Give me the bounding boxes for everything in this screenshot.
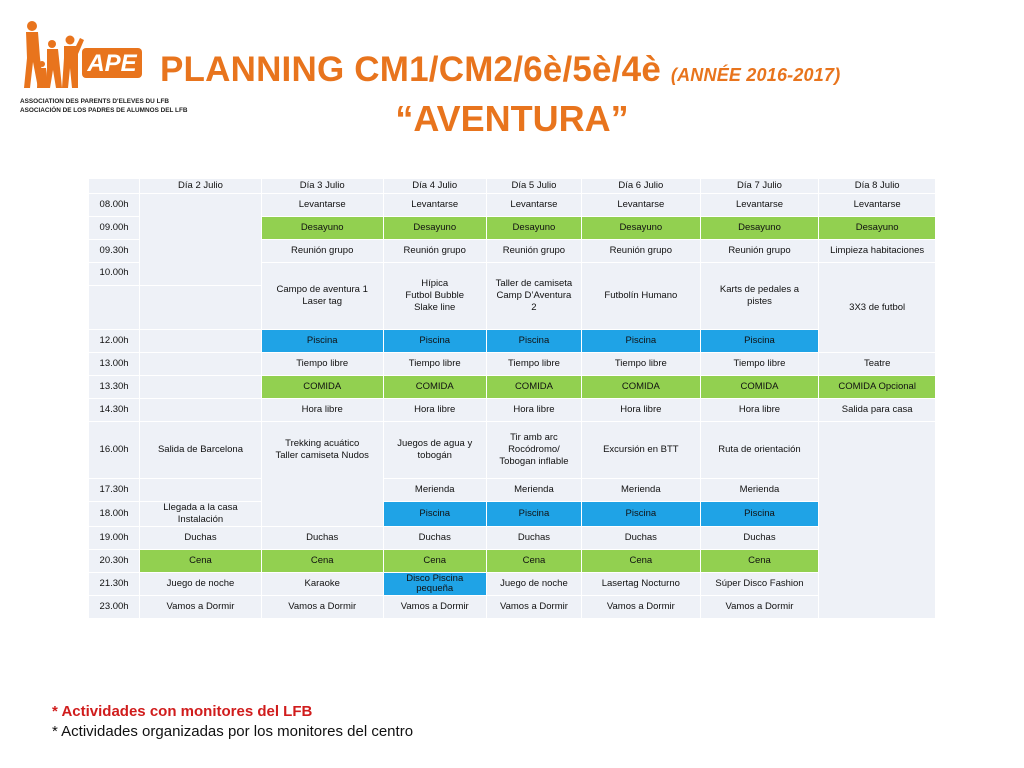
schedule-cell: Excursión en BTT (582, 422, 700, 478)
schedule-cell: Levantarse (582, 194, 700, 216)
table-row (89, 194, 935, 216)
cell-line: Futbol Bubble (405, 290, 465, 301)
schedule-cell: Salida de Barcelona (140, 422, 261, 478)
table-row (89, 573, 935, 595)
school-year: (ANNÉE 2016-2017) (670, 65, 841, 85)
schedule-cell: Cena (487, 550, 581, 572)
cell-line: pequeña (416, 583, 454, 594)
schedule-cell: Reunión grupo (487, 240, 581, 262)
schedule-cell (262, 422, 383, 526)
schedule-cell: Piscina (582, 502, 700, 526)
time-cell: 09.00h (89, 217, 139, 239)
cell-line: Laser tag (302, 296, 343, 307)
schedule-cell: Levantarse (819, 194, 935, 216)
time-cell: 08.00h (89, 194, 139, 216)
cell-line: Tir amb arc (510, 432, 558, 443)
legend-notes (52, 702, 413, 742)
schedule-cell: Hora libre (582, 399, 700, 421)
schedule-cell: Hora libre (487, 399, 581, 421)
schedule-cell (384, 422, 486, 478)
empty-cell (819, 422, 935, 618)
day-header: Día 7 Julio (701, 179, 819, 193)
schedule-cell: Reunión grupo (262, 240, 383, 262)
cell-line: Camp D’Aventura (496, 290, 572, 301)
schedule-cell: Levantarse (262, 194, 383, 216)
schedule-cell: Desayuno (819, 217, 935, 239)
schedule-cell: Hora libre (701, 399, 819, 421)
cell-line: pistes (747, 296, 772, 307)
schedule-cell: Hora libre (262, 399, 383, 421)
schedule-cell: Piscina (384, 330, 486, 352)
schedule-cell: Cena (582, 550, 700, 572)
schedule-cell: Tiempo libre (262, 353, 383, 375)
logo-line-fr: ASSOCIATION DES PARENTS D'ELEVES DU LFB (20, 98, 169, 105)
cell-spacer (265, 462, 380, 510)
schedule-cell: Merienda (701, 479, 819, 501)
schedule-cell: Desayuno (582, 217, 700, 239)
logo-line-es: ASOCIACIÓN DE LOS PADRES DE ALUMNOS DEL LFB (20, 107, 188, 114)
time-cell: 18.00h (89, 502, 139, 526)
schedule-cell: Ruta de orientación (701, 422, 819, 478)
table-row (89, 502, 935, 526)
schedule-cell: Cena (262, 550, 383, 572)
logo-brand-text: APE (87, 50, 137, 77)
empty-cell (140, 330, 261, 352)
page-title (160, 50, 840, 90)
cell-line: 2 (531, 302, 537, 313)
table-row (89, 399, 935, 421)
schedule-cell: Cena (384, 550, 486, 572)
day-header: Día 4 Julio (384, 179, 486, 193)
cell-line: Taller camiseta Nudos (275, 450, 369, 461)
cell-line: Taller de camiseta (495, 278, 573, 289)
schedule-cell: COMIDA (384, 376, 486, 398)
schedule-cell: Cena (140, 550, 261, 572)
schedule-cell: COMIDA (701, 376, 819, 398)
note-lfb-monitors: * Actividades con monitores del LFB (52, 703, 313, 720)
table-row (89, 527, 935, 549)
schedule-cell: Merienda (582, 479, 700, 501)
schedule-cell: Vamos a Dormir (262, 596, 383, 618)
schedule-cell: Reunión grupo (701, 240, 819, 262)
time-cell: 10.00h (89, 263, 139, 285)
schedule-cell (262, 263, 383, 329)
time-cell: 13.30h (89, 376, 139, 398)
time-cell: 14.30h (89, 399, 139, 421)
schedule-cell: Tiempo libre (701, 353, 819, 375)
schedule-cell: COMIDA (262, 376, 383, 398)
time-cell: 19.00h (89, 527, 139, 549)
schedule-cell: Duchas (487, 527, 581, 549)
schedule-cell (487, 422, 581, 478)
schedule-cell: Salida para casa (819, 399, 935, 421)
schedule-cell: Reunión grupo (384, 240, 486, 262)
cell-line: Rocódromo/ (508, 444, 560, 455)
schedule-cell: 3X3 de futbol (819, 263, 935, 352)
schedule-cell: Juego de noche (140, 573, 261, 595)
schedule-cell (384, 573, 486, 595)
cell-line: Tobogan inflable (499, 456, 569, 467)
schedule-cell: Tiempo libre (487, 353, 581, 375)
schedule-cell: Duchas (140, 527, 261, 549)
day-header: Día 8 Julio (819, 179, 935, 193)
family-figures-icon (18, 18, 150, 94)
day-header: Día 2 Julio (140, 179, 261, 193)
page-title-text: PLANNING CM1/CM2/6è/5è/4è (160, 50, 671, 89)
schedule-cell: Vamos a Dormir (384, 596, 486, 618)
schedule-cell: COMIDA (487, 376, 581, 398)
schedule-cell: Piscina (701, 502, 819, 526)
schedule-cell: Piscina (487, 502, 581, 526)
cell-line: Karts de pedales a (719, 284, 800, 295)
day-header: Día 5 Julio (487, 179, 581, 193)
schedule-cell: COMIDA Opcional (819, 376, 935, 398)
time-cell: 12.00h (89, 330, 139, 352)
schedule-cell: Karaoke (262, 573, 383, 595)
schedule-cell: Duchas (262, 527, 383, 549)
empty-cell (140, 353, 261, 375)
note-center-monitors: * Actividades organizadas por los monitores del centro (52, 723, 414, 740)
schedule-cell: Vamos a Dormir (140, 596, 261, 618)
schedule-cell: Piscina (487, 330, 581, 352)
page-subtitle: “AVENTURA” (395, 98, 629, 139)
schedule-cell: Lasertag Nocturno (582, 573, 700, 595)
schedule-cell: Teatre (819, 353, 935, 375)
cell-line: Hípica (421, 278, 449, 289)
schedule-cell: Piscina (582, 330, 700, 352)
schedule-cell: Reunión grupo (582, 240, 700, 262)
empty-cell (140, 479, 261, 501)
schedule-cell: Vamos a Dormir (487, 596, 581, 618)
schedule-cell: Levantarse (487, 194, 581, 216)
time-cell: 20.30h (89, 550, 139, 572)
day-header: Día 3 Julio (262, 179, 383, 193)
time-cell: 16.00h (89, 422, 139, 478)
table-row (89, 596, 935, 618)
schedule-cell: Duchas (384, 527, 486, 549)
time-cell: 17.30h (89, 479, 139, 501)
cell-line: Disco Piscina (406, 573, 464, 584)
time-cell: 09.30h (89, 240, 139, 262)
schedule-cell: Tiempo libre (384, 353, 486, 375)
schedule-cell: Levantarse (384, 194, 486, 216)
schedule-cell: Cena (701, 550, 819, 572)
cell-line: Instalación (177, 514, 224, 525)
schedule-cell (701, 263, 819, 329)
time-cell: 21.30h (89, 573, 139, 595)
schedule-cell (487, 263, 581, 329)
schedule-cell: Limpieza habitaciones (819, 240, 935, 262)
cell-line: Slake line (414, 302, 456, 313)
cell-line: Campo de aventura 1 (276, 284, 368, 295)
schedule-cell: Merienda (384, 479, 486, 501)
schedule-cell: Vamos a Dormir (582, 596, 700, 618)
time-cell: 13.00h (89, 353, 139, 375)
table-row (89, 330, 935, 352)
schedule-cell: Merienda (487, 479, 581, 501)
schedule-cell: Tiempo libre (582, 353, 700, 375)
table-row (89, 550, 935, 572)
schedule-cell: Desayuno (262, 217, 383, 239)
header-corner (89, 179, 139, 193)
cell-line: tobogán (417, 450, 452, 461)
schedule-cell: Levantarse (701, 194, 819, 216)
empty-cell (140, 376, 261, 398)
cell-line: Llegada a la casa (163, 502, 238, 513)
schedule-cell (384, 263, 486, 329)
schedule-cell: Hora libre (384, 399, 486, 421)
time-cell: 23.00h (89, 596, 139, 618)
schedule-cell: Duchas (701, 527, 819, 549)
table-row (89, 376, 935, 398)
schedule-cell: Juego de noche (487, 573, 581, 595)
table-row (89, 479, 935, 501)
schedule-cell: Piscina (262, 330, 383, 352)
schedule-cell: Vamos a Dormir (701, 596, 819, 618)
schedule-cell: Desayuno (701, 217, 819, 239)
day-header: Día 6 Julio (582, 179, 700, 193)
empty-cell (140, 399, 261, 421)
schedule-cell: Desayuno (384, 217, 486, 239)
table-row (89, 422, 935, 478)
empty-cell (140, 286, 261, 329)
table-row (89, 353, 935, 375)
schedule-cell: Futbolín Humano (582, 263, 700, 329)
schedule-cell: Desayuno (487, 217, 581, 239)
planning-table (88, 178, 936, 619)
cell-line: Juegos de agua y (397, 438, 473, 449)
schedule-cell: Piscina (384, 502, 486, 526)
schedule-cell: Súper Disco Fashion (701, 573, 819, 595)
time-cell-empty (89, 286, 139, 329)
schedule-cell (140, 502, 261, 526)
table-header-row (89, 179, 935, 193)
cell-line: Trekking acuático (285, 438, 360, 449)
schedule-cell: COMIDA (582, 376, 700, 398)
schedule-cell: Piscina (701, 330, 819, 352)
empty-cell (140, 194, 261, 285)
schedule-cell: Duchas (582, 527, 700, 549)
